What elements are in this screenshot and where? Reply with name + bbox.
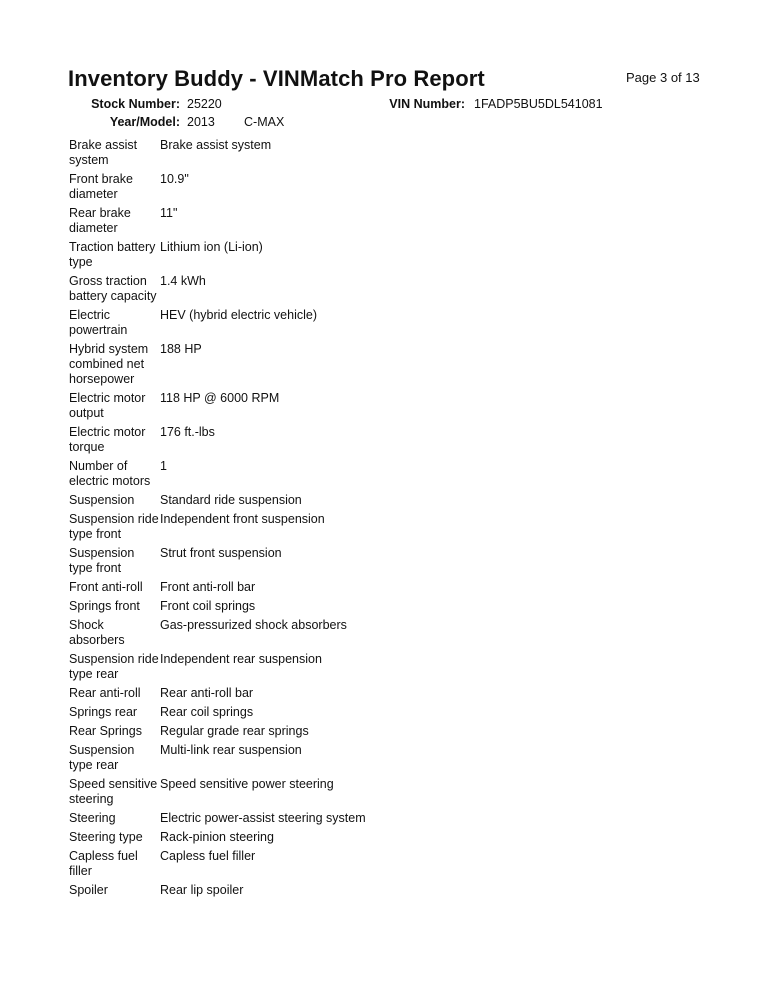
spec-label: Suspension ride type rear: [69, 652, 159, 681]
spec-label: Suspension type rear: [69, 743, 135, 772]
spec-label: Steering type: [69, 830, 143, 844]
spec-row: [69, 580, 399, 595]
spec-value: 11": [160, 206, 178, 220]
page-number: Page 3 of 13: [626, 70, 700, 85]
spec-row: [69, 599, 399, 614]
spec-label: Shock absorbers: [69, 618, 125, 647]
spec-value: HEV (hybrid electric vehicle): [160, 308, 317, 322]
spec-label: Front brake diameter: [69, 172, 133, 201]
spec-row: [69, 618, 399, 648]
spec-row: [69, 724, 399, 739]
spec-label: Springs front: [69, 599, 140, 613]
spec-row: [69, 459, 399, 489]
spec-value: 176 ft.-lbs: [160, 425, 215, 439]
spec-table: [69, 138, 399, 902]
stock-number-value: 25220: [187, 97, 222, 111]
spec-label: Springs rear: [69, 705, 138, 719]
spec-value: Brake assist system: [160, 138, 272, 152]
model-value: C-MAX: [244, 115, 285, 129]
spec-value: 118 HP @ 6000 RPM: [160, 391, 280, 405]
spec-label: Gross traction battery capacity: [69, 274, 157, 303]
spec-label: Rear brake diameter: [69, 206, 131, 235]
spec-label: Rear anti-roll: [69, 686, 141, 700]
report-title: Inventory Buddy - VINMatch Pro Report: [68, 66, 485, 91]
spec-value: Strut front suspension: [160, 546, 282, 560]
spec-row: [69, 705, 399, 720]
spec-label: Electric motor output: [69, 391, 146, 420]
spec-value: Rear anti-roll bar: [160, 686, 254, 700]
spec-label: Electric powertrain: [69, 308, 128, 337]
spec-label: Rear Springs: [69, 724, 142, 738]
spec-label: Number of electric motors: [69, 459, 151, 488]
spec-row: [69, 308, 399, 338]
spec-row: [69, 172, 399, 202]
spec-row: [69, 546, 399, 576]
spec-label: Traction battery type: [69, 240, 156, 269]
spec-value: Rack-pinion steering: [160, 830, 274, 844]
spec-row: [69, 777, 399, 807]
spec-value: Regular grade rear springs: [160, 724, 309, 738]
spec-row: [69, 206, 399, 236]
spec-row: [69, 652, 399, 682]
spec-label: Capless fuel filler: [69, 849, 138, 878]
spec-label: Hybrid system combined net horsepower: [69, 342, 149, 386]
stock-number-label: Stock Number:: [91, 97, 180, 111]
spec-row: [69, 493, 399, 508]
spec-value: Rear lip spoiler: [160, 883, 244, 897]
spec-value: Lithium ion (Li-ion): [160, 240, 263, 254]
spec-label: Spoiler: [69, 883, 108, 897]
spec-value: Electric power-assist steering system: [160, 811, 366, 825]
spec-label: Suspension: [69, 493, 135, 507]
spec-row: [69, 883, 399, 898]
year-value: 2013: [187, 115, 215, 129]
spec-value: Speed sensitive power steering: [160, 777, 334, 791]
spec-row: [69, 342, 399, 387]
spec-row: [69, 830, 399, 845]
spec-value: Capless fuel filler: [160, 849, 256, 863]
spec-row: [69, 138, 399, 168]
spec-row: [69, 512, 399, 542]
spec-label: Speed sensitive steering: [69, 777, 158, 806]
spec-row: [69, 391, 399, 421]
year-model-label: Year/Model:: [109, 115, 180, 129]
spec-value: Standard ride suspension: [160, 493, 302, 507]
spec-value: Rear coil springs: [160, 705, 254, 719]
spec-label: Front anti-roll: [69, 580, 143, 594]
spec-label: Suspension ride type front: [69, 512, 159, 541]
spec-row: [69, 686, 399, 701]
spec-row: [69, 743, 399, 773]
spec-value: 1.4 kWh: [160, 274, 206, 288]
spec-label: Steering: [69, 811, 116, 825]
vin-number-value: 1FADP5BU5DL541081: [474, 97, 603, 111]
spec-value: Front anti-roll bar: [160, 580, 256, 594]
spec-label: Suspension type front: [69, 546, 135, 575]
spec-value: Front coil springs: [160, 599, 256, 613]
spec-value: 188 HP: [160, 342, 202, 356]
spec-value: 1: [160, 459, 167, 473]
spec-value: Independent rear suspension: [160, 652, 322, 666]
spec-row: [69, 425, 399, 455]
spec-row: [69, 274, 399, 304]
spec-label: Brake assist system: [69, 138, 138, 167]
spec-row: [69, 811, 399, 826]
spec-label: Electric motor torque: [69, 425, 146, 454]
spec-row: [69, 240, 399, 270]
spec-value: Gas-pressurized shock absorbers: [160, 618, 347, 632]
vin-number-label: VIN Number:: [389, 97, 465, 111]
spec-value: Multi-link rear suspension: [160, 743, 302, 757]
spec-value: 10.9": [160, 172, 189, 186]
spec-value: Independent front suspension: [160, 512, 325, 526]
spec-row: [69, 849, 399, 879]
